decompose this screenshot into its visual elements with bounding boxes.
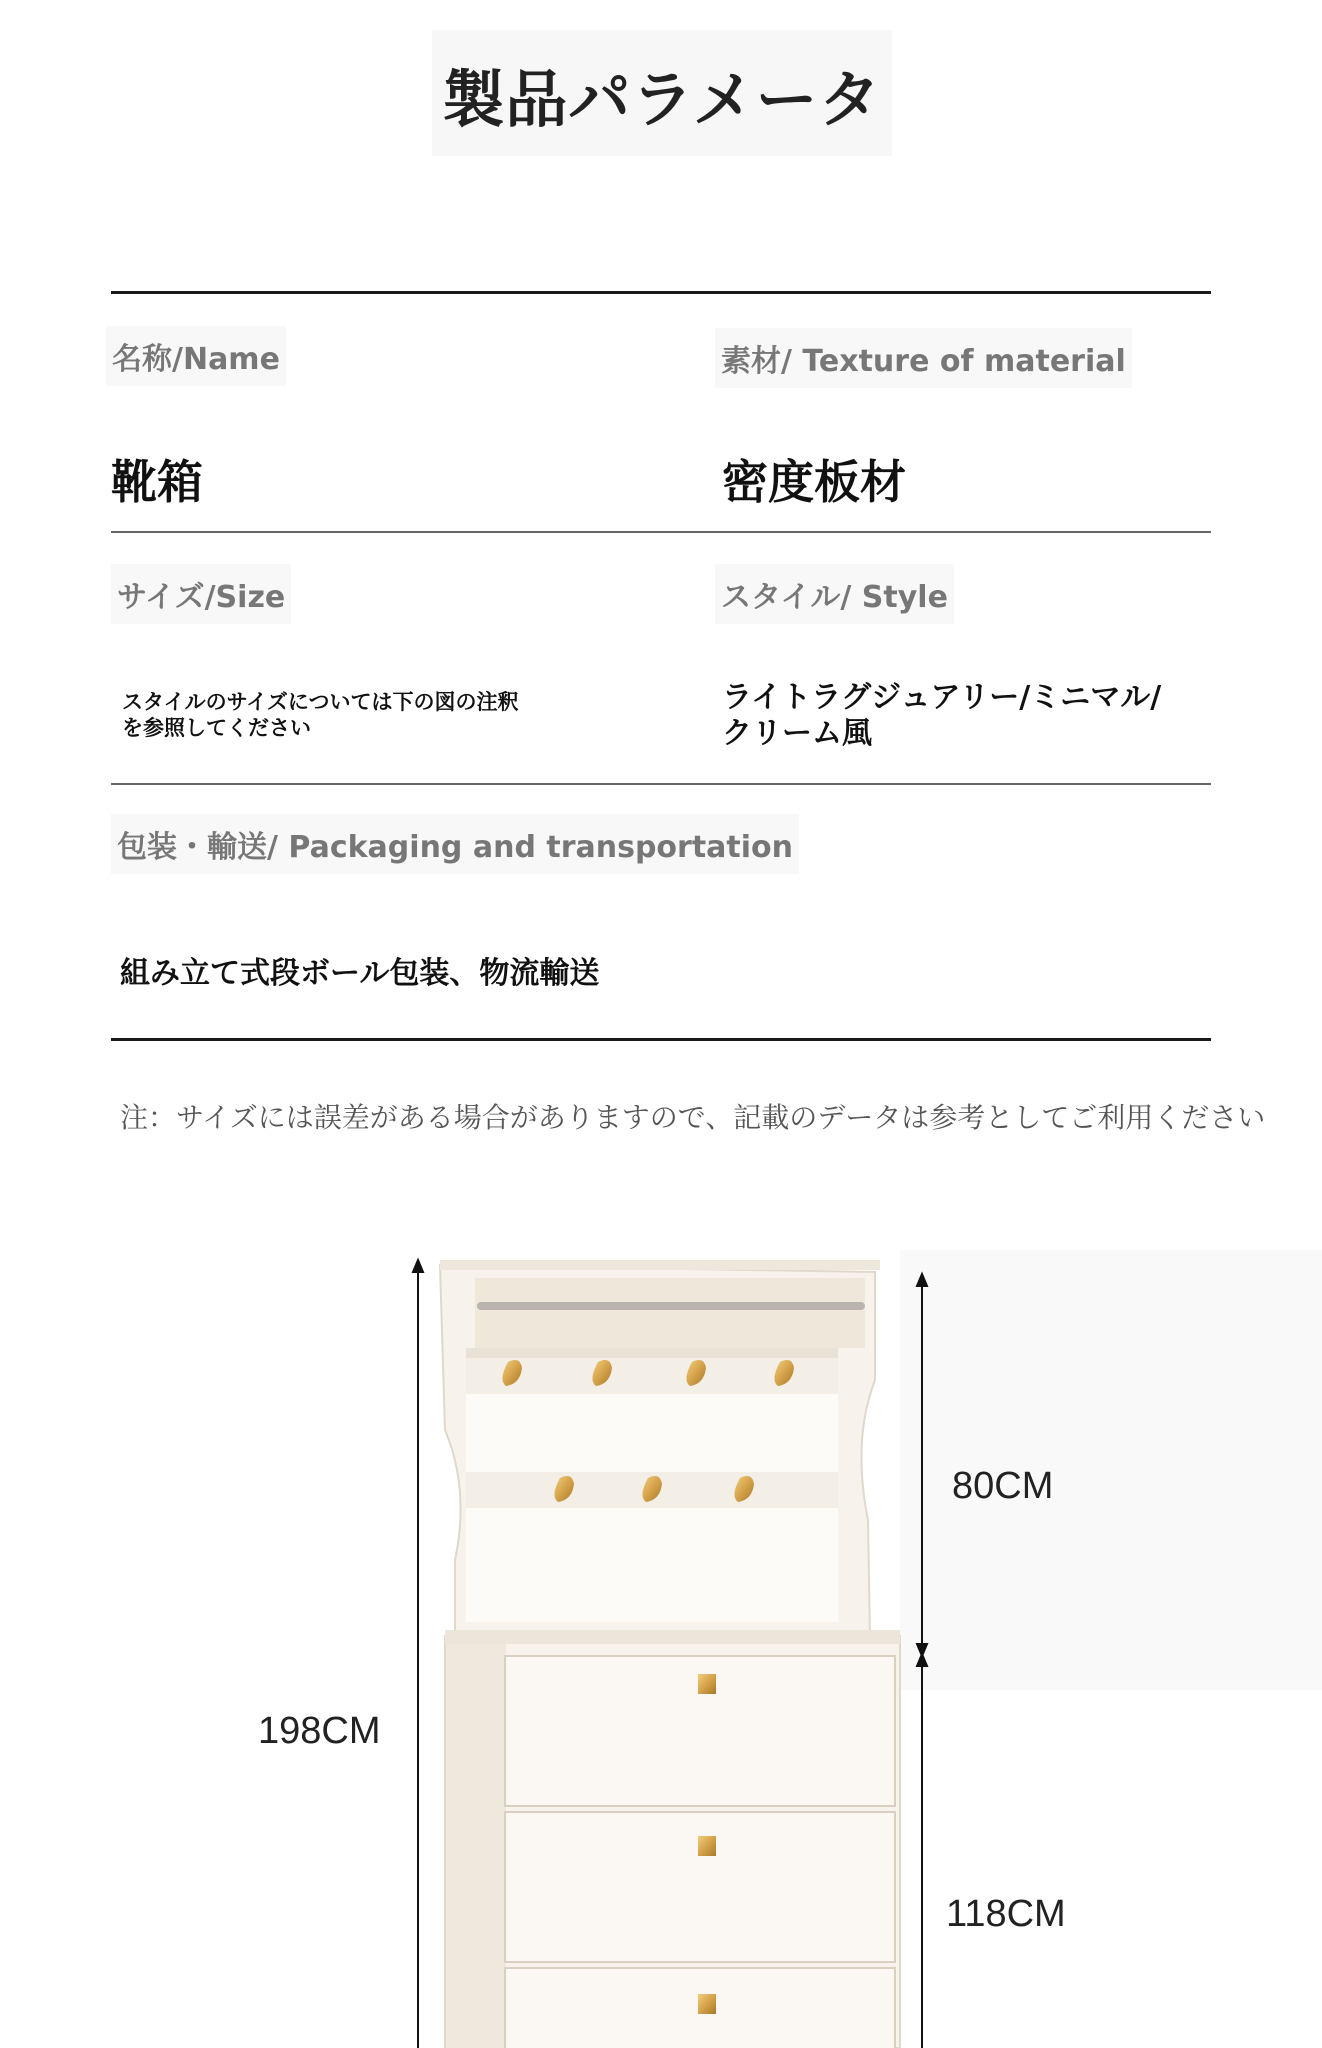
name-value: 靴箱: [111, 455, 203, 509]
name-label: 名称/Name: [106, 326, 286, 386]
style-value-line1: ライトラグジュアリー/ミニマル/: [722, 680, 1162, 715]
row-divider-1: [111, 531, 1211, 533]
row-divider-2: [111, 783, 1211, 785]
drawer-knob-icon: [698, 1674, 716, 1694]
material-value: 密度板材: [722, 455, 906, 509]
upper-height-label: 80CM: [952, 1465, 1054, 1507]
size-note: 注：サイズには誤差がある場合がありますので、記載のデータは参考としてご利用ください: [120, 1101, 1266, 1134]
drawer-knob-icon: [698, 1994, 716, 2014]
drawer-2: [505, 1812, 895, 1962]
size-value-line1: スタイルのサイズについては下の図の注釈: [122, 690, 519, 714]
lower-height-label: 118CM: [946, 1893, 1066, 1935]
style-value-line2: クリーム風: [722, 716, 872, 751]
packaging-value: 組み立て式段ボール包装、物流輸送: [120, 956, 600, 991]
size-value: [122, 689, 518, 741]
table-bottom-rule: [111, 1038, 1211, 1041]
material-label: 素材/ Texture of material: [715, 328, 1132, 388]
style-value: [722, 680, 1161, 752]
style-label: スタイル/ Style: [715, 564, 954, 624]
packaging-label: 包装・輸送/ Packaging and transportation: [111, 814, 799, 874]
page-title: 製品パラメータ: [442, 63, 882, 136]
total-height-label: 198CM: [258, 1710, 381, 1752]
drawer-knob-icon: [698, 1836, 716, 1856]
size-label: サイズ/Size: [111, 564, 291, 624]
table-top-rule: [111, 291, 1211, 294]
cabinet-hutch: [440, 1231, 880, 1640]
shoe-cabinet-illustration: [0, 1230, 1322, 2048]
cabinet-base: [445, 1630, 900, 2048]
size-value-line2: を参照してください: [122, 716, 311, 740]
